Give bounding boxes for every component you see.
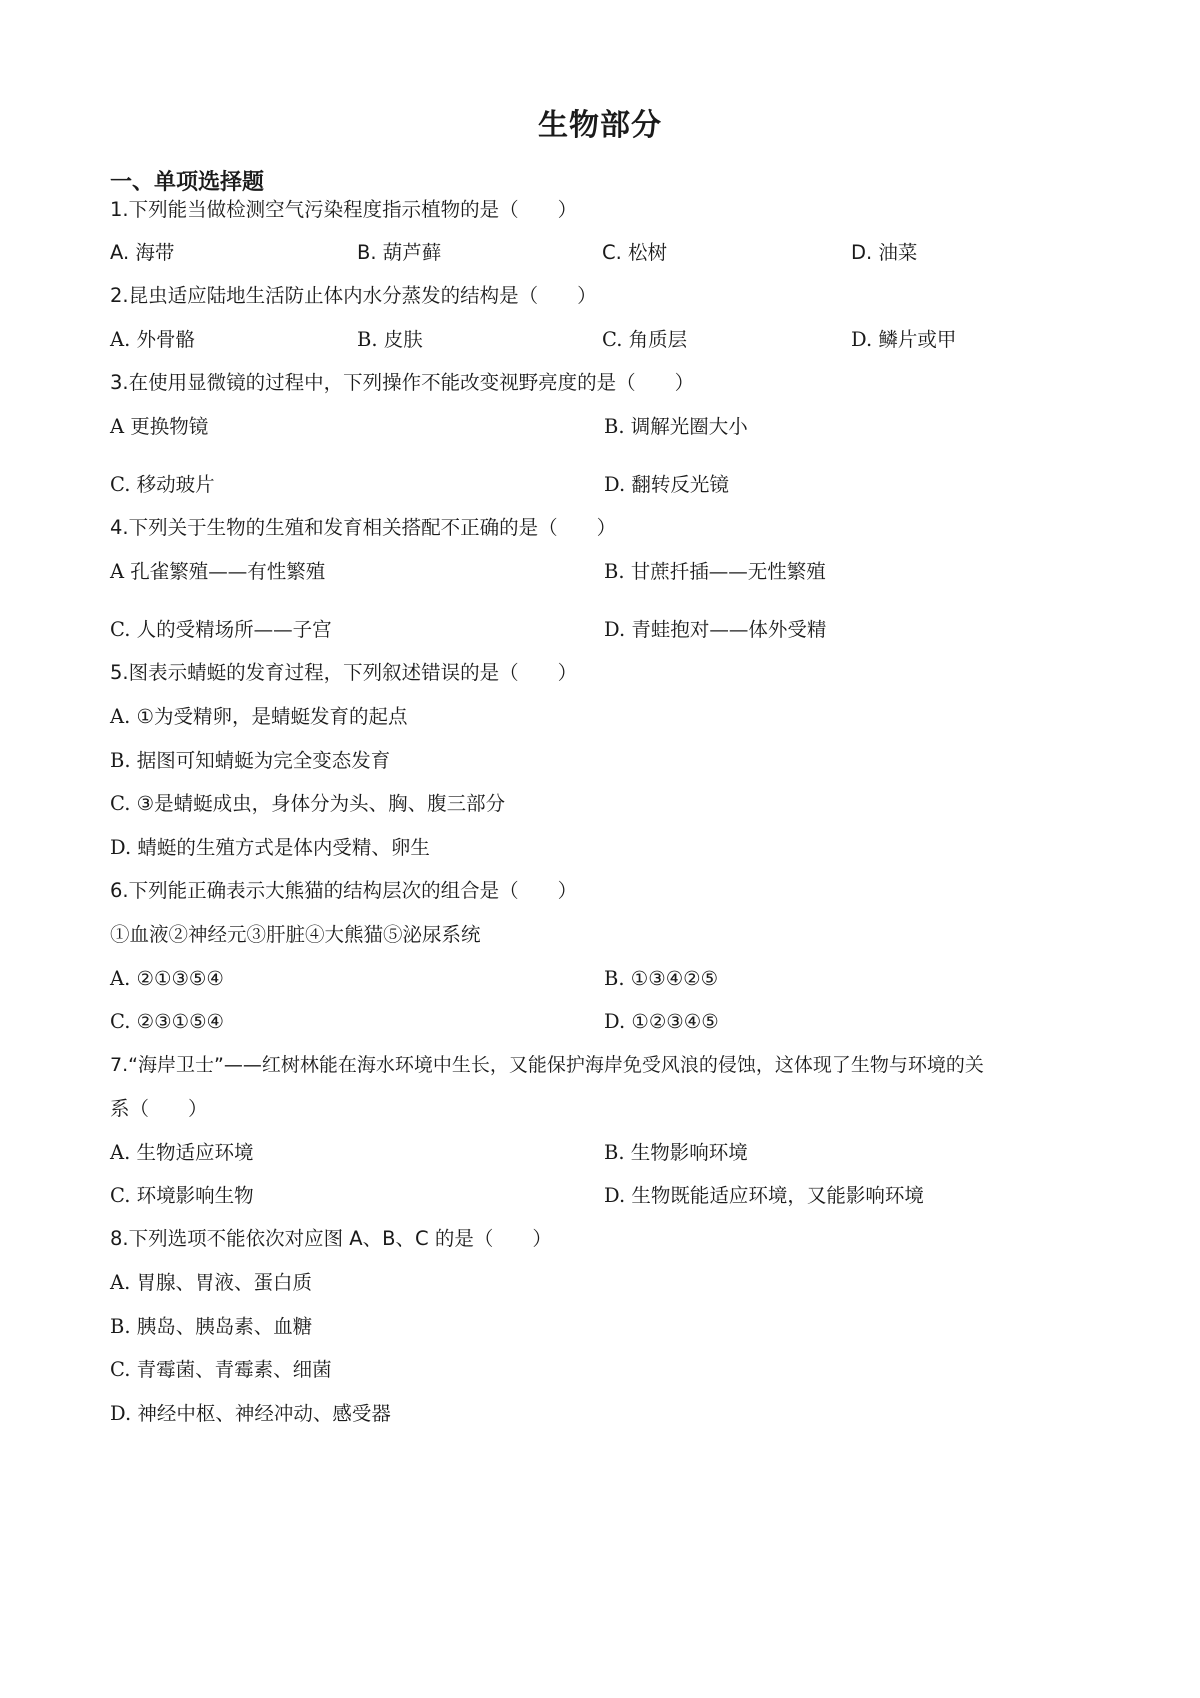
question-6-option-d[interactable]: D. ①②③④⑤	[604, 1010, 719, 1033]
question-4-option-d[interactable]: D. 青蛙抱对——体外受精	[604, 618, 827, 641]
question-8-option-d[interactable]: D. 神经中枢、神经冲动、感受器	[110, 1402, 391, 1425]
question-7-stem-line-2: 系（ ）	[110, 1097, 208, 1120]
question-4-option-a[interactable]: A 孔雀繁殖——有性繁殖	[110, 560, 326, 583]
question-7-option-b[interactable]: B. 生物影响环境	[604, 1141, 748, 1164]
section-heading: 一、单项选择题	[110, 170, 265, 195]
question-5-option-a[interactable]: A. ①为受精卵，是蜻蜓发育的起点	[110, 705, 408, 728]
question-2-option-c[interactable]: C. 角质层	[602, 328, 688, 351]
question-7-stem-line-1: 7.“海岸卫士”——红树林能在海水环境中生长，又能保护海岸免受风浪的侵蚀，这体现了生物与环境的关	[110, 1054, 984, 1076]
question-6-items: ①血液②神经元③肝脏④大熊猫⑤泌尿系统	[110, 923, 481, 946]
question-7-option-a[interactable]: A. 生物适应环境	[110, 1141, 254, 1164]
question-6-option-a[interactable]: A. ②①③⑤④	[110, 967, 224, 990]
question-5-option-d[interactable]: D. 蜻蜓的生殖方式是体内受精、卵生	[110, 836, 430, 859]
question-8-stem: 8.下列选项不能依次对应图 A、B、C 的是（ ）	[110, 1227, 552, 1250]
question-2-option-b[interactable]: B. 皮肤	[357, 328, 423, 351]
question-2-option-d[interactable]: D. 鳞片或甲	[851, 328, 957, 351]
question-3-option-a[interactable]: A 更换物镜	[110, 415, 209, 438]
question-1-option-b[interactable]: B. 葫芦藓	[357, 241, 442, 264]
question-6-option-b[interactable]: B. ①③④②⑤	[604, 967, 719, 990]
question-5-option-b[interactable]: B. 据图可知蜻蜓为完全变态发育	[110, 749, 391, 772]
question-8-option-c[interactable]: C. 青霉菌、青霉素、细菌	[110, 1358, 332, 1381]
page-title: 生物部分	[538, 108, 662, 143]
question-7-option-c[interactable]: C. 环境影响生物	[110, 1184, 254, 1207]
question-1-stem: 1.下列能当做检测空气污染程度指示植物的是（ ）	[110, 198, 578, 221]
question-3-option-d[interactable]: D. 翻转反光镜	[604, 473, 729, 496]
question-1-option-d[interactable]: D. 油菜	[851, 241, 918, 264]
question-8-option-a[interactable]: A. 胃腺、胃液、蛋白质	[110, 1271, 312, 1294]
question-4-option-c[interactable]: C. 人的受精场所——子宫	[110, 618, 332, 641]
question-3-option-c[interactable]: C. 移动玻片	[110, 473, 215, 496]
question-4-option-b[interactable]: B. 甘蔗扦插——无性繁殖	[604, 560, 826, 583]
question-8-option-b[interactable]: B. 胰岛、胰岛素、血糖	[110, 1315, 313, 1338]
question-4-stem: 4.下列关于生物的生殖和发育相关搭配不正确的是（ ）	[110, 516, 617, 539]
question-2-stem: 2.昆虫适应陆地生活防止体内水分蒸发的结构是（ ）	[110, 284, 597, 307]
question-2-option-a[interactable]: A. 外骨骼	[110, 328, 195, 351]
question-1-option-a[interactable]: A. 海带	[110, 241, 175, 264]
question-6-option-c[interactable]: C. ②③①⑤④	[110, 1010, 225, 1033]
question-3-option-b[interactable]: B. 调解光圈大小	[604, 415, 748, 438]
question-7-option-d[interactable]: D. 生物既能适应环境，又能影响环境	[604, 1184, 924, 1207]
question-5-option-c[interactable]: C. ③是蜻蜓成虫，身体分为头、胸、腹三部分	[110, 792, 506, 815]
question-6-stem: 6.下列能正确表示大熊猫的结构层次的组合是（ ）	[110, 879, 578, 902]
question-3-stem: 3.在使用显微镜的过程中，下列操作不能改变视野亮度的是（ ）	[110, 371, 695, 394]
question-5-stem: 5.图表示蜻蜓的发育过程，下列叙述错误的是（ ）	[110, 661, 578, 684]
question-1-option-c[interactable]: C. 松树	[602, 241, 668, 264]
